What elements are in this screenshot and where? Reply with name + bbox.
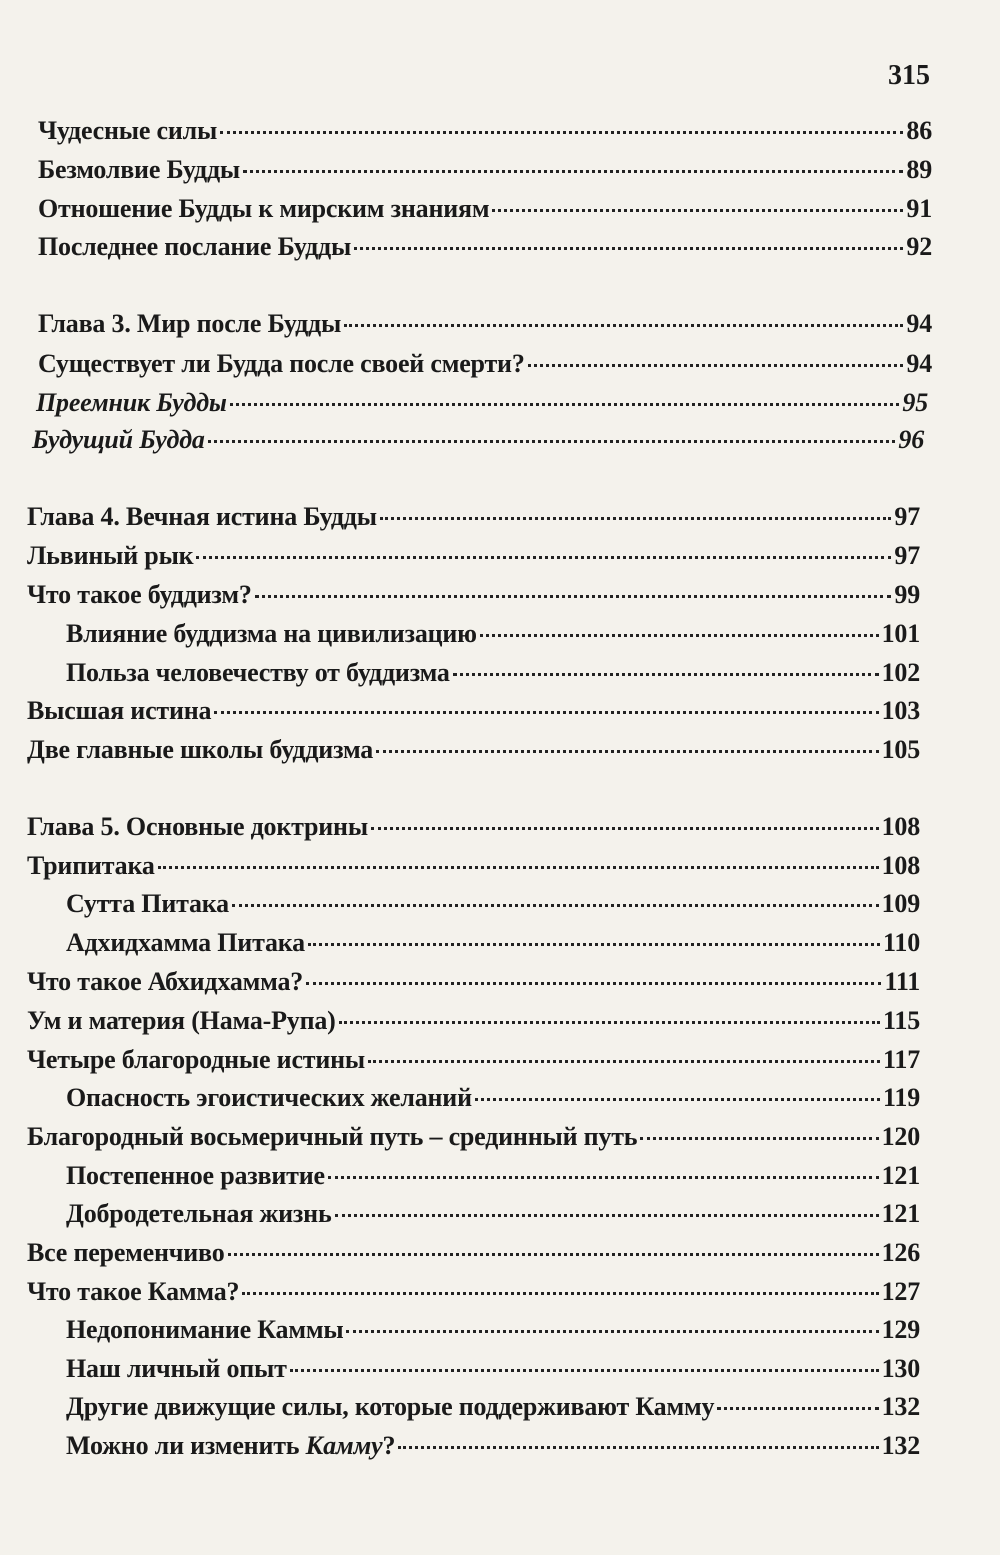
title-text: Что такое Абхидхамма? [27, 967, 304, 996]
dot-leader [376, 750, 878, 753]
dot-leader [371, 827, 879, 830]
title-text: Четыре благородные истины [27, 1045, 366, 1074]
page-number: 315 [888, 60, 930, 91]
toc-entry-title [38, 232, 351, 262]
toc-entry [38, 309, 932, 343]
toc-entry [38, 232, 932, 266]
dot-leader [328, 1176, 879, 1179]
toc-entry-title [66, 928, 305, 958]
toc-entry-title [27, 502, 377, 532]
toc-entry-page: 117 [883, 1045, 920, 1074]
dot-leader [306, 982, 881, 985]
toc-entry [38, 155, 932, 189]
title-text: Добродетельная жизнь [66, 1199, 332, 1228]
title-italic-text: Камму [305, 1431, 383, 1460]
toc-entry-page: 89 [906, 155, 932, 184]
toc-entry-title [66, 1354, 287, 1384]
title-text: Недопонимание Каммы [66, 1315, 344, 1344]
dot-leader [208, 440, 896, 443]
toc-entry-title [36, 388, 227, 418]
toc-entry [66, 889, 920, 923]
toc-entry [66, 1392, 920, 1426]
dot-leader [398, 1446, 878, 1449]
toc-entry-title [38, 194, 489, 224]
title-text: Опасность эгоистических желаний [66, 1083, 472, 1112]
toc-entry-page: 115 [883, 1006, 920, 1035]
toc-entry [32, 425, 924, 459]
toc-entry-page: 130 [881, 1354, 920, 1383]
toc-entry-page: 91 [906, 194, 932, 223]
toc-entry-title [27, 735, 373, 765]
toc-entry-page: 108 [881, 812, 920, 841]
toc-entry-page: 94 [906, 309, 932, 338]
dot-leader [214, 711, 878, 714]
title-text: Можно ли изменить [66, 1431, 306, 1460]
toc-entry-title [27, 1122, 637, 1152]
toc-entry [66, 658, 920, 692]
dot-leader [220, 131, 903, 134]
toc-entry [27, 502, 920, 536]
toc-entry-title [66, 1392, 714, 1422]
title-text: Львиный рык [27, 541, 194, 570]
toc-entry-title [27, 1238, 225, 1268]
toc-entry-page: 95 [902, 388, 928, 417]
dot-leader [717, 1407, 878, 1410]
toc-entry-title [27, 696, 211, 726]
toc-entry [27, 580, 920, 614]
toc-entry-page: 129 [881, 1315, 920, 1344]
toc-entry [38, 349, 932, 383]
title-text: Польза человечеству от буддизма [66, 658, 450, 687]
title-text: Последнее послание Будды [38, 232, 352, 261]
toc-entry-page: 96 [898, 425, 924, 454]
toc-entry-title [38, 116, 217, 146]
title-text: Безмолвие Будды [38, 155, 240, 184]
toc-entry [27, 1006, 920, 1040]
toc-entry [66, 1431, 920, 1465]
toc-entry-title [38, 349, 525, 379]
toc-entry-title [27, 541, 193, 571]
toc-entry-title [32, 425, 205, 455]
toc-entry-title [27, 812, 368, 842]
title-text: Отношение Будды к мирским знаниям [38, 194, 490, 223]
title-text: Трипитака [27, 851, 155, 880]
toc-entry-page: 132 [881, 1392, 920, 1421]
dot-leader [196, 556, 891, 559]
dot-leader [480, 634, 879, 637]
toc-entry [66, 619, 920, 653]
title-text: Что такое буддизм? [27, 580, 252, 609]
dot-leader [228, 1253, 879, 1256]
dot-leader [453, 673, 879, 676]
toc-entry-page: 94 [906, 349, 932, 378]
title-text: Другие движущие силы, которые поддерживают Камму [66, 1392, 715, 1421]
dot-leader [354, 247, 903, 250]
title-text: Благородный восьмеричный путь – срединный путь [27, 1122, 638, 1151]
toc-entry [66, 928, 920, 962]
toc-entry-page: 102 [881, 658, 920, 687]
toc-entry-title [66, 619, 477, 649]
title-text: Наш личный опыт [66, 1354, 287, 1383]
toc-entry [27, 1045, 920, 1079]
toc-entry-page: 97 [894, 502, 920, 531]
dot-leader [380, 517, 892, 520]
toc-entry-title [66, 1161, 325, 1191]
toc-entry-title [38, 155, 240, 185]
title-text: Сутта Питака [66, 889, 229, 918]
title-text: Адхидхамма Питака [66, 928, 305, 957]
toc-entry [66, 1315, 920, 1349]
dot-leader [475, 1098, 880, 1101]
toc-entry-page: 119 [883, 1083, 920, 1112]
dot-leader [344, 324, 903, 327]
dot-leader [368, 1060, 880, 1063]
toc-entry-title [27, 1277, 239, 1307]
toc-entry-page: 120 [881, 1122, 920, 1151]
toc-entry [66, 1354, 920, 1388]
toc-entry [66, 1199, 920, 1233]
toc-entry [66, 1083, 920, 1117]
dot-leader [232, 904, 879, 907]
toc-entry [38, 194, 932, 228]
toc-entry-page: 126 [881, 1238, 920, 1267]
toc-entry-title [27, 1006, 336, 1036]
toc-entry-page: 92 [906, 232, 932, 261]
dot-leader [255, 595, 892, 598]
toc-entry [27, 541, 920, 575]
toc-entry-title [66, 1315, 343, 1345]
title-text: Две главные школы буддизма [27, 735, 374, 764]
title-text: Высшая истина [27, 696, 212, 725]
toc-entry-page: 86 [906, 116, 932, 145]
toc-entry [38, 116, 932, 150]
dot-leader [158, 866, 879, 869]
title-suffix-text: ? [382, 1431, 396, 1460]
toc-entry-title [27, 851, 155, 881]
dot-leader [346, 1330, 878, 1333]
title-text: Постепенное развитие [66, 1161, 325, 1190]
toc-entry-page: 97 [894, 541, 920, 570]
dot-leader [243, 170, 903, 173]
toc-entry-title [38, 309, 341, 339]
toc-entry [27, 1122, 920, 1156]
title-text: Все переменчиво [27, 1238, 225, 1267]
dot-leader [230, 403, 900, 406]
toc-entry-page: 110 [883, 928, 920, 957]
toc-entry-title [27, 1045, 365, 1075]
toc-entry-page: 132 [881, 1431, 920, 1460]
title-text: Влияние буддизма на цивилизацию [66, 619, 477, 648]
toc-entry-title [27, 580, 252, 610]
toc-entry-title [27, 967, 303, 997]
dot-leader [339, 1021, 880, 1024]
toc-entry [36, 388, 928, 422]
toc-entry-page: 105 [881, 735, 920, 764]
title-text: Глава 5. Основные доктрины [27, 812, 368, 841]
toc-entry-page: 99 [894, 580, 920, 609]
dot-leader [242, 1292, 878, 1295]
toc-entry-page: 101 [881, 619, 920, 648]
dot-leader [290, 1369, 879, 1372]
toc-entry-title [66, 1431, 395, 1461]
toc-entry-page: 121 [881, 1161, 920, 1190]
dot-leader [528, 364, 904, 367]
title-text: Чудесные силы [38, 116, 218, 145]
dot-leader [640, 1137, 878, 1140]
toc-entry-title [66, 1199, 332, 1229]
toc-entry-page: 103 [881, 696, 920, 725]
toc-entry-page: 108 [881, 851, 920, 880]
toc-entry [27, 1238, 920, 1272]
toc-entry-title [66, 889, 229, 919]
title-text: Что такое Камма? [27, 1277, 240, 1306]
toc-entry-page: 127 [881, 1277, 920, 1306]
toc-entry-title [66, 1083, 472, 1113]
toc-entry [27, 851, 920, 885]
title-text: Ум и материя (Нама-Рупа) [27, 1006, 336, 1035]
toc-entry [27, 735, 920, 769]
toc-entry [27, 1277, 920, 1311]
dot-leader [335, 1214, 879, 1217]
title-text: Существует ли Будда после своей смерти? [38, 349, 525, 378]
toc-entry-page: 111 [884, 967, 920, 996]
dot-leader [308, 943, 880, 946]
title-text: Глава 3. Мир после Будды [38, 309, 342, 338]
toc-entry [66, 1161, 920, 1195]
title-text: Будущий Будда [32, 425, 205, 454]
toc-entry-page: 121 [881, 1199, 920, 1228]
toc-entry [27, 967, 920, 1001]
toc-entry [27, 696, 920, 730]
title-text: Глава 4. Вечная истина Будды [27, 502, 377, 531]
dot-leader [492, 209, 903, 212]
title-text: Преемник Будды [36, 388, 227, 417]
toc-entry [27, 812, 920, 846]
toc-entry-title [66, 658, 450, 688]
toc-entry-page: 109 [881, 889, 920, 918]
